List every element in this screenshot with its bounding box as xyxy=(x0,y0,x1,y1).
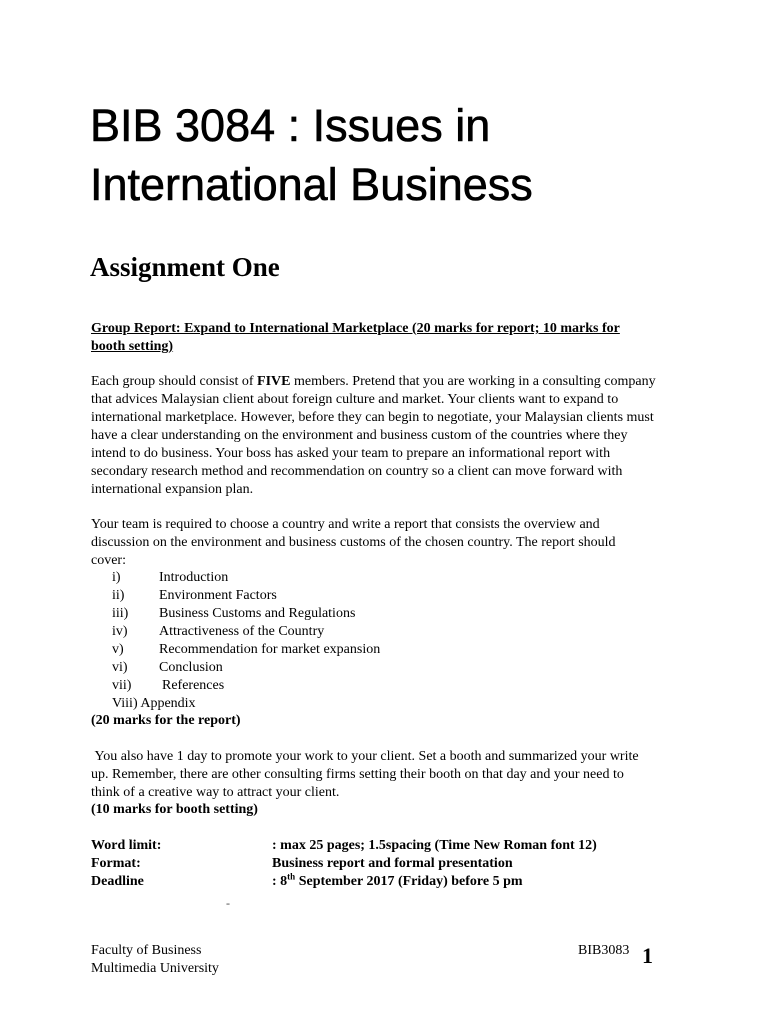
requirements-paragraph: Your team is required to choose a country and write a report that consists the overview and discussion on the environment and business customs of the chosen country. The report should cover: xyxy=(91,517,616,568)
report-heading: Group Report: Expand to International Marketplace (20 marks for report; 10 marks for booth setting) xyxy=(91,321,620,354)
group-size-emphasis: FIVE xyxy=(257,374,291,389)
deadline-label: Deadline xyxy=(91,874,144,889)
report-contents-list xyxy=(112,569,380,713)
list-item-text: Conclusion xyxy=(159,660,223,675)
list-item xyxy=(112,695,380,713)
list-item-number: Viii) xyxy=(112,696,138,711)
title-line-2: International Business xyxy=(90,159,533,210)
list-item xyxy=(112,677,380,695)
report-marks-note: (20 marks for the report) xyxy=(91,713,241,728)
assignment-heading: Assignment One xyxy=(90,252,280,282)
footer-course-code: BIB3083 xyxy=(578,943,630,958)
list-item-text: Business Customs and Regulations xyxy=(159,606,356,621)
footer-faculty: Faculty of Business xyxy=(91,943,202,958)
list-item-text: Environment Factors xyxy=(159,588,277,603)
format-value: Business report and formal presentation xyxy=(272,856,513,871)
list-item-number: ii) xyxy=(112,588,125,603)
format-row xyxy=(91,855,513,873)
list-item xyxy=(112,605,380,623)
intro-text-start: Each group should consist of xyxy=(91,374,258,389)
deadline-suffix: September 2017 (Friday) before 5 pm xyxy=(295,874,523,889)
intro-text-rest: members. Pretend that you are working in a consulting company that advices Malaysian client about foreign culture and market. Your clients want to expand to international marketplace. However, before they can begin to negotiate, your Malaysian clients must have a clear understanding on the environment and business custom of the countries where they intend to do business. Your boss has asked your team to prepare an informational report with secondary research method and recommendation on country so a client can move forward with international expansion plan. xyxy=(91,374,656,497)
stray-mark: - xyxy=(226,896,230,910)
list-item-text: Introduction xyxy=(159,570,229,585)
deadline-prefix: : 8 xyxy=(272,874,288,889)
footer-institution xyxy=(91,942,219,978)
document-title xyxy=(90,96,730,214)
booth-text: You also have 1 day to promote your work to your client. Set a booth and summarized your write up. Remember, there are other consulting firms setting their booth on that day and your need to think of a creative way to attract your client. xyxy=(91,749,639,800)
list-item-number: iii) xyxy=(112,606,129,621)
list-item-number: v) xyxy=(112,642,124,657)
list-item xyxy=(112,587,380,605)
page-number: 1 xyxy=(642,943,653,968)
list-item-number: iv) xyxy=(112,624,128,639)
deadline-row xyxy=(91,873,523,891)
word-limit-row xyxy=(91,837,597,855)
word-limit-value: : max 25 pages; 1.5spacing (Time New Roman font 12) xyxy=(272,838,597,853)
booth-marks-note: (10 marks for booth setting) xyxy=(91,802,258,817)
list-item-number: i) xyxy=(112,570,121,585)
list-item xyxy=(112,623,380,641)
list-item-number: vi) xyxy=(112,660,128,675)
list-item xyxy=(112,641,380,659)
footer-university: Multimedia University xyxy=(91,961,219,976)
list-item-number: vii) xyxy=(112,678,132,693)
list-item xyxy=(112,659,380,677)
list-item-text: Attractiveness of the Country xyxy=(159,624,325,639)
list-item-text: Recommendation for market expansion xyxy=(159,642,381,657)
title-line-1: BIB 3084 : Issues in xyxy=(90,100,491,151)
intro-paragraph xyxy=(91,373,663,499)
list-item-text: References xyxy=(162,678,225,693)
booth-paragraph xyxy=(91,748,651,802)
deadline-ordinal: th xyxy=(287,871,296,882)
format-label: Format: xyxy=(91,856,141,871)
list-item-text: Appendix xyxy=(140,696,196,711)
list-item xyxy=(112,569,380,587)
word-limit-label: Word limit: xyxy=(91,838,162,853)
